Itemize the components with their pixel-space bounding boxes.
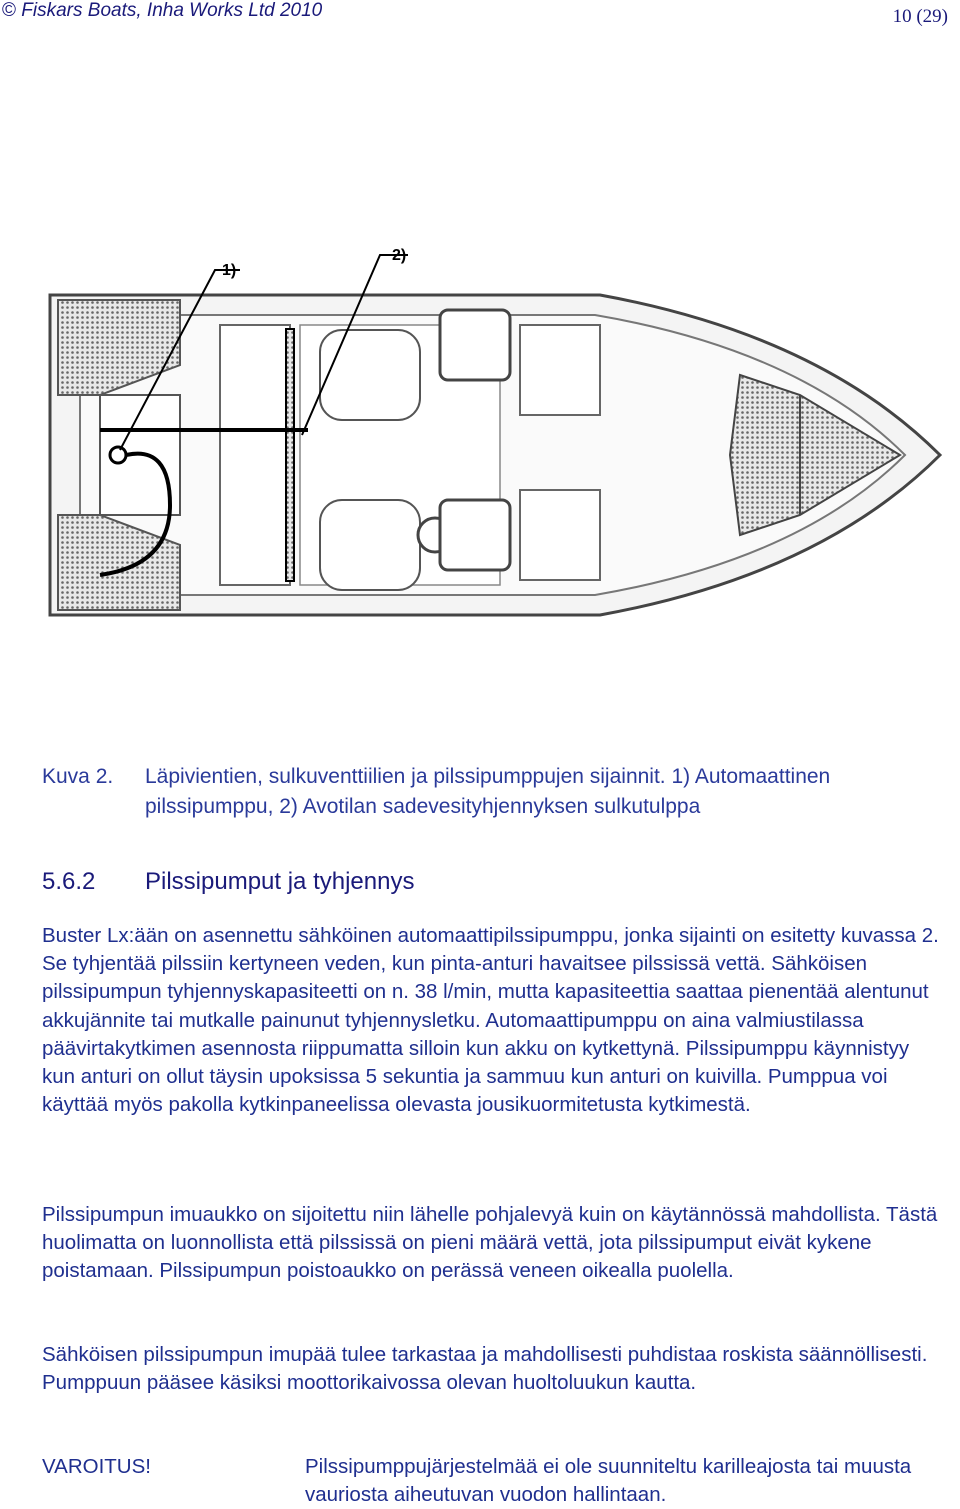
company-name: Fiskars Boats, Inha Works Ltd 2010 [21, 0, 323, 21]
paragraph-maintenance: Sähköisen pilssipumpun imupää tulee tarkastaa ja mahdollisesti puhdistaa roskista säännöllisesti. Pumppuun pääsee käsiksi moottorikaivossa olevan huoltoluukun kautta. [42, 1343, 928, 1395]
boat-layout-diagram [40, 245, 950, 645]
seat-bottom [320, 500, 420, 590]
warning-label: VAROITUS! [42, 1455, 151, 1478]
caption-label: Kuva 2. [42, 765, 114, 788]
page-header-company [2, 0, 322, 22]
section-heading [42, 868, 414, 896]
page-number: 10 (29) [892, 6, 948, 27]
locker-top [520, 325, 600, 415]
section-title: Pilssipumput ja tyhjennys [145, 868, 415, 895]
console-top [440, 310, 510, 380]
console-bottom [440, 500, 510, 570]
paragraph-intake: Pilssipumpun imuaukko on sijoitettu niin lähelle pohjalevyä kuin on käytännössä mahdollista. Tästä huolimatta on luonnollista että pilssissä on pieni määrä vettä, jota pilssipumput eivät kykene poistamaan. Pilssipumpun poistoaukko on perässä veneen oikealla puolella. [42, 1203, 938, 1283]
figure-caption [42, 762, 942, 822]
locker-bottom [520, 490, 600, 580]
callout-label-1: 1) [222, 262, 237, 279]
warning-text: Pilssipumppujärjestelmää ei ole suunniteltu karilleajosta tai muusta vauriosta aiheutuvan vuodon hallintaan. [305, 1455, 912, 1506]
copyright-symbol: © [2, 0, 16, 21]
bilge-pump [110, 447, 126, 463]
drain-channel [286, 329, 294, 581]
caption-line-1: Läpivientien, sulkuventtiilien ja pilssipumppujen sijainnit. 1) Automaattinen [145, 765, 831, 788]
seat-top [320, 330, 420, 420]
section-number: 5.6.2 [42, 868, 96, 895]
deck-panel-rear [220, 325, 290, 585]
caption-line-2: pilssipumppu, 2) Avotilan sadevesityhjennyksen sulkutulppa [145, 795, 701, 818]
paragraph-pump-description: Buster Lx:ään on asennettu sähköinen automaattipilssipumppu, jonka sijainti on esitetty kuvassa 2. Se tyhjentää pilssiin kertyneen veden, kun pinta-anturi havaitsee pilssissä vettä. Sähköisen pilssipumpun tyhjennyskapasiteetti on n. 38 l/min, mutta kapasiteettia saattaa pienentää alentunut akkujännite tai mutkalle painunut tyhjennysletku. Automaattipumppu on aina valmiustilassa päävirtakytkimen asennosta riippumatta silloin kun akku on kytkettynä. Pilssipumppu käynnistyy kun anturi on ollut täysin upoksissa 5 sekuntia ja sammuu kun anturi on kuivilla. Pumppua voi käyttää myös pakolla kytkinpaneelissa olevasta jousikuormitetusta kytkimestä. [42, 924, 939, 1117]
callout-label-2: 2) [392, 247, 407, 264]
